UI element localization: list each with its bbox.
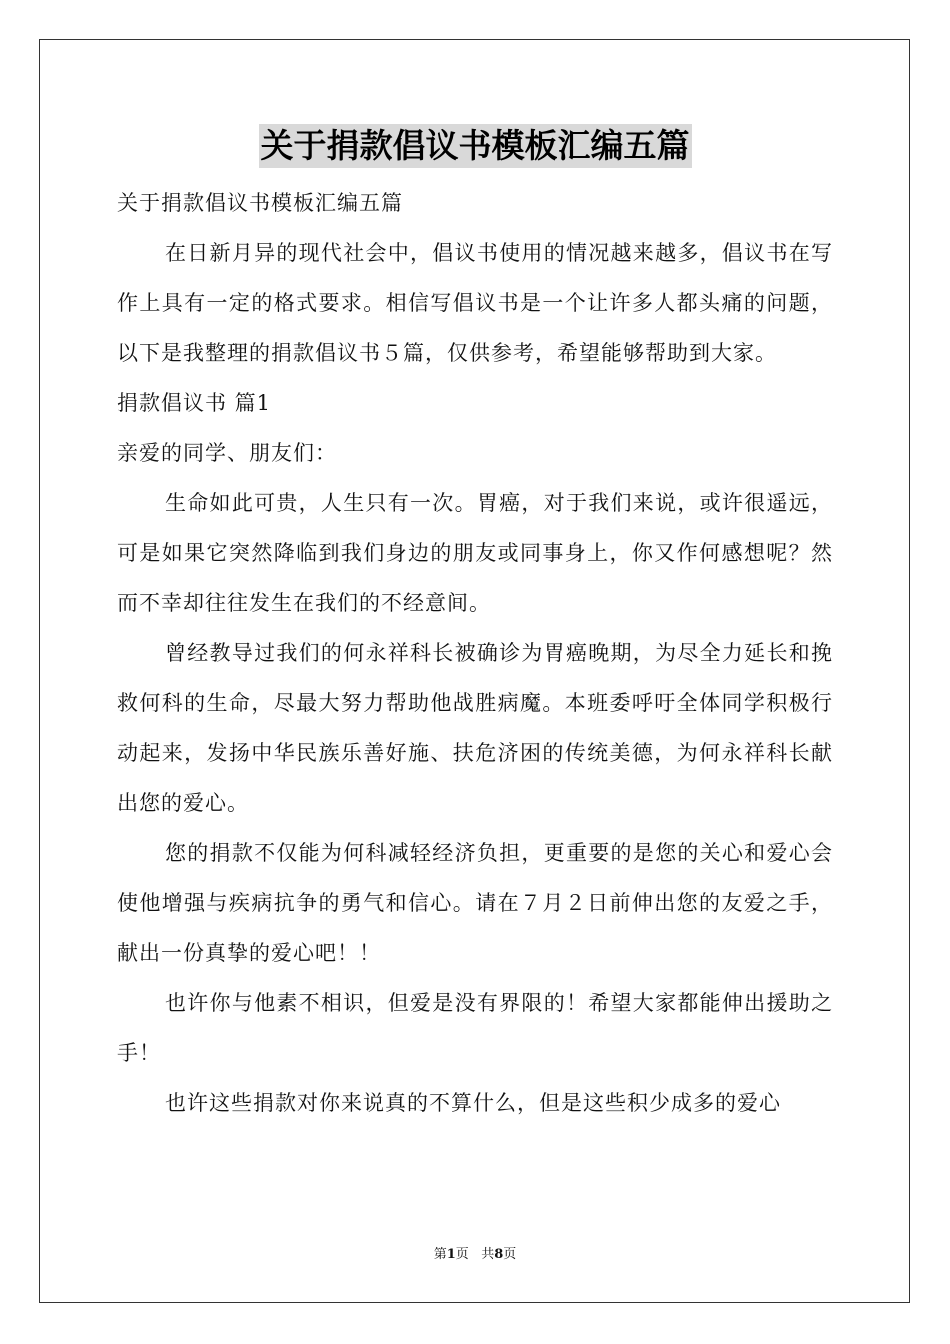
- body-paragraph: 您的捐款不仅能为何科减轻经济负担，更重要的是您的关心和爱心会使他增强与疾病抗争的勇气和信心。请在７月２日前伸出您的友爱之手，献出一份真挚的爱心吧！！: [117, 841, 833, 965]
- intro-paragraph: 在日新月异的现代社会中，倡议书使用的情况越来越多，倡议书在写作上具有一定的格式要求。相信写倡议书是一个让许多人都头痛的问题，以下是我整理的捐款倡议书５篇，仅供参考，希望能够帮助到大家。: [117, 241, 833, 365]
- footer-total-prefix: 共: [481, 1247, 495, 1262]
- section-heading: 捐款倡议书 篇1: [117, 391, 272, 415]
- footer-prefix: 第: [433, 1247, 447, 1262]
- salutation: 亲爱的同学、朋友们：: [117, 441, 337, 465]
- footer-page-suffix: 页: [455, 1247, 469, 1262]
- body-paragraph: 也许这些捐款对你来说真的不算什么，但是这些积少成多的爱心: [165, 1091, 781, 1115]
- document-title: 关于捐款倡议书模板汇编五篇: [259, 124, 692, 168]
- page-footer: [0, 1246, 950, 1264]
- subtitle-line: 关于捐款倡议书模板汇编五篇: [117, 191, 403, 215]
- body-paragraph: 也许你与他素不相识，但爱是没有界限的！希望大家都能伸出援助之手！: [117, 991, 833, 1065]
- document-body: [117, 178, 833, 1128]
- title-container: [0, 124, 950, 168]
- current-page-number: 1: [446, 1247, 456, 1262]
- body-paragraph: 生命如此可贵，人生只有一次。胃癌，对于我们来说，或许很遥远，可是如果它突然降临到我们身边的朋友或同事身上，你又作何感想呢？然而不幸却往往发生在我们的不经意间。: [117, 491, 833, 615]
- footer-total-suffix: 页: [503, 1247, 517, 1262]
- total-page-number: 8: [494, 1247, 504, 1262]
- body-paragraph: 曾经教导过我们的何永祥科长被确诊为胃癌晚期，为尽全力延长和挽救何科的生命，尽最大努力帮助他战胜病魔。本班委呼吁全体同学积极行动起来，发扬中华民族乐善好施、扶危济困的传统美德，为何永祥科长献出您的爱心。: [117, 641, 833, 815]
